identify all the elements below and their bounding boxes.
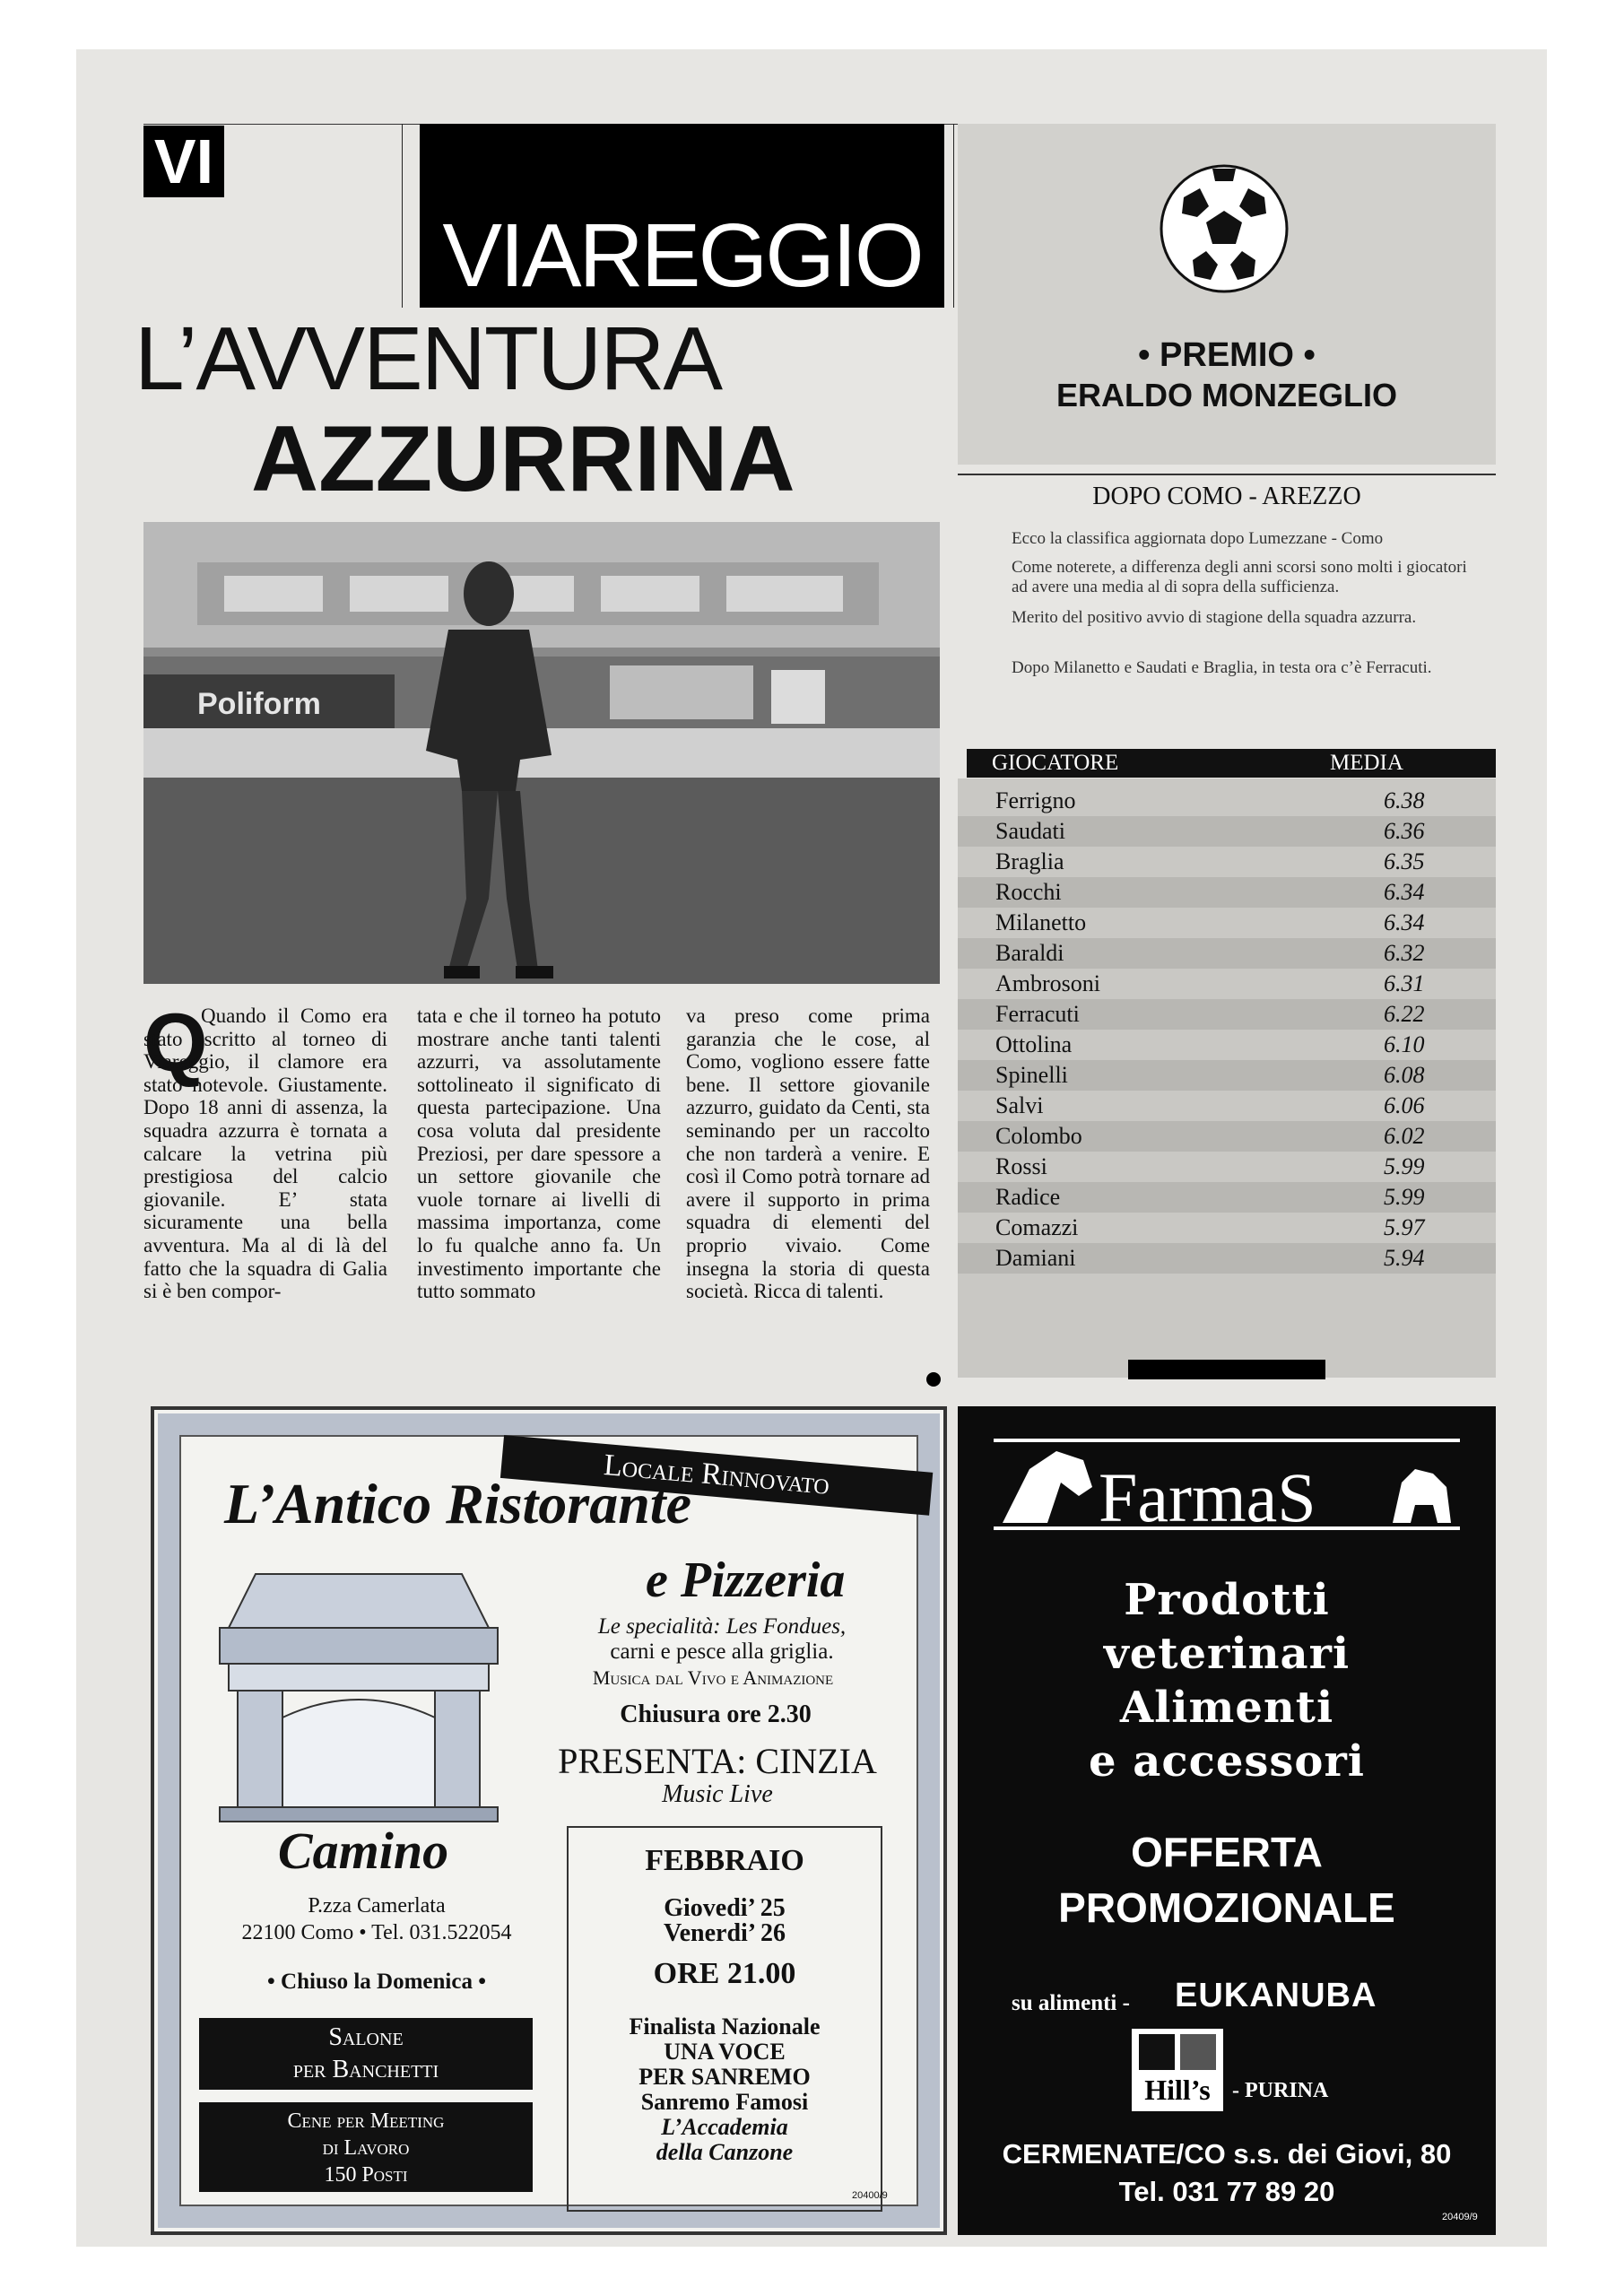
end-bullet [926, 1372, 941, 1387]
player-media: 6.32 [1384, 940, 1425, 966]
page-number: VI [143, 126, 224, 197]
header-divider [402, 124, 403, 308]
article-text: Quando il Como era stato iscritto al torneo di Viareggio, il clamore era stato notevole. Giustamente. Dopo 18 anni di assenza, la squadra azzurra è tornata a calcare la vetrina più prestigiosa del calcio giovanile. E’ stata sicuramente una bella avventura. Ma al di là del fatto che la squadra di Galia si è ben compor- [143, 1004, 387, 1303]
table-row [958, 1060, 1496, 1091]
ranking-table-header [967, 749, 1496, 778]
player-media: 5.97 [1384, 1214, 1425, 1240]
banquet-line: Salone [328, 2023, 404, 2051]
farmas-phone: Tel. 031 77 89 20 [1118, 2176, 1335, 2207]
table-end-bar [1128, 1360, 1325, 1379]
premio-note: Ecco la classifica aggiornata dopo Lumezzane - Como [1012, 529, 1384, 548]
section-title: VIAREGGIO [442, 205, 922, 306]
premio-note: Dopo Milanetto e Saudati e Braglia, in testa ora c’è Ferracuti. [1012, 658, 1432, 677]
specialties: Le specialità: Les Fondues, [597, 1614, 847, 1639]
event-line: della Canzone [656, 2139, 794, 2165]
table-row [958, 847, 1496, 877]
article-column-3 [686, 1004, 930, 1303]
article-column-2 [417, 1004, 661, 1303]
player-media: 6.06 [1384, 1092, 1425, 1118]
event-line: Finalista Nazionale [629, 2013, 821, 2039]
table-row [958, 1182, 1496, 1213]
table-row [958, 938, 1496, 969]
fireplace-illustration [202, 1565, 516, 1825]
player-name: Milanetto [995, 909, 1087, 935]
banquet-hall-box [199, 2018, 533, 2090]
meeting-line: 150 Posti [324, 2163, 408, 2187]
offer-title-line2: PROMOZIONALE [1058, 1884, 1395, 1931]
player-media: 6.22 [1384, 1001, 1425, 1027]
ad-code: 20409/9 [1442, 2212, 1478, 2222]
column-header-player: GIOCATORE [992, 751, 1119, 775]
player-name: Damiani [995, 1245, 1076, 1271]
farmas-address: CERMENATE/CO s.s. dei Giovi, 80 [1002, 2138, 1452, 2170]
ranking-table [958, 778, 1496, 1378]
premio-note: Merito del positivo avvio di stagione della squadra azzurra. [1012, 608, 1417, 627]
table-row [958, 908, 1496, 938]
restaurant-name-line2: e Pizzeria [646, 1552, 846, 1608]
premio-name: ERALDO MONZEGLIO [1056, 377, 1397, 413]
event-line: Sanremo Famosi [640, 2089, 809, 2115]
meeting-dinner-box [199, 2102, 533, 2192]
table-row [958, 816, 1496, 847]
purina-brand: - PURINA [1232, 2079, 1329, 2102]
meeting-line: di Lavoro [322, 2136, 410, 2160]
player-media: 6.38 [1384, 787, 1425, 813]
table-row [958, 969, 1496, 999]
player-media: 5.99 [1384, 1184, 1425, 1210]
player-media: 6.34 [1384, 909, 1425, 935]
player-name: Ferracuti [995, 1001, 1080, 1027]
premio-subtitle: DOPO COMO - AREZZO [1092, 483, 1361, 510]
event-line: UNA VOCE [664, 2039, 786, 2065]
headline-line2: AZZURRINA [251, 407, 795, 511]
premio-note: Come noterete, a differenza degli anni scorsi sono molti i giocatori ad avere una media al di sopra della sufficienza. [1012, 558, 1467, 596]
offer-title: OFFERTA [1131, 1829, 1323, 1875]
player-name: Comazzi [995, 1214, 1079, 1240]
event-line: L’Accademia [661, 2114, 788, 2140]
event-line: PER SANREMO [638, 2064, 811, 2090]
table-row [958, 877, 1496, 908]
closing-time: Chiusura ore 2.30 [620, 1700, 812, 1728]
player-media: 6.10 [1384, 1031, 1425, 1057]
presents-artist: PRESENTA: CINZIA [558, 1741, 877, 1781]
farmas-product-line: e accessori [1089, 1736, 1365, 1787]
farmas-product-line: Prodotti [1124, 1575, 1330, 1625]
table-row [958, 1091, 1496, 1121]
event-date: Giovedi’ 25 [664, 1894, 786, 1922]
farmas-brand: FarmaS [1099, 1458, 1316, 1536]
restaurant-phone: 22100 Como • Tel. 031.522054 [241, 1921, 512, 1944]
player-media: 6.31 [1384, 970, 1425, 996]
offer-prefix: su alimenti - [1012, 1991, 1130, 2015]
table-row [958, 1213, 1496, 1243]
farmas-product-line: veterinari [1103, 1629, 1351, 1679]
ad-ribbon: Locale Rinnovato [500, 1435, 933, 1516]
article-text: va preso come prima garanzia che le cose, al Como, vogliono essere fatte bene. Il settore giovanile azzurro, guidato da Centi, sta seminando per un raccolto che non tarderà a venire. E così il Como potrà tornare ad avere il supporto in prima squadra di elementi del proprio vivaio. Come insegna la storia di questa società. Ricca di talenti. [686, 1004, 930, 1303]
event-time: ORE 21.00 [653, 1957, 796, 1990]
premio-title: • PREMIO • [1138, 336, 1316, 374]
table-row [958, 999, 1496, 1030]
article-photo [143, 522, 940, 984]
farmas-product-line: Alimenti [1119, 1683, 1334, 1733]
player-name: Braglia [995, 848, 1064, 874]
photo-banner-text: Poliform [197, 687, 321, 721]
soccer-ball-icon [1157, 161, 1291, 296]
player-name: Saudati [995, 818, 1065, 844]
event-month: FEBBRAIO [645, 1844, 804, 1877]
headline-line1: L’AVVENTURA [135, 309, 722, 409]
specialties-line2: carni e pesce alla griglia. [610, 1639, 834, 1664]
player-name: Rossi [995, 1153, 1047, 1179]
fireplace-caption: Camino [277, 1822, 449, 1880]
player-media: 5.94 [1384, 1245, 1425, 1271]
player-media: 6.02 [1384, 1123, 1425, 1149]
header-divider [953, 124, 954, 308]
football-player-photo [143, 522, 940, 984]
player-name: Ambrosoni [995, 970, 1100, 996]
premio-rule [958, 474, 1496, 475]
eukanuba-brand: EUKANUBA [1175, 1977, 1377, 2014]
player-name: Ottolina [995, 1031, 1073, 1057]
table-row [958, 1121, 1496, 1152]
player-name: Radice [995, 1184, 1061, 1210]
restaurant-address: P.zza Camerlata [308, 1894, 446, 1918]
player-name: Baraldi [995, 940, 1064, 966]
restaurant-name: L’Antico Ristorante [224, 1472, 691, 1535]
article-column-1 [143, 997, 387, 1303]
hills-brand: Hill’s [1144, 2074, 1211, 2106]
drop-cap: Q [143, 997, 208, 1089]
player-media: 6.08 [1384, 1062, 1425, 1088]
live-music: Musica dal Vivo e Animazione [592, 1666, 834, 1689]
ad-code: 20400/9 [852, 2190, 888, 2201]
player-name: Spinelli [995, 1062, 1068, 1088]
article-text: tata e che il torneo ha potuto mostrare anche tanti talenti azzurri, va assolutamente sottolineato il significato di questa partecipazione. Una cosa voluta dal presidente Preziosi, per dare spessore a un settore giovanile che vuole tornare ai livelli di massima importanza, come lo fu qualche anno fa. Un investimento importante che tutto sommato [417, 1004, 661, 1303]
event-date: Venerdi’ 26 [663, 1919, 786, 1947]
player-media: 6.36 [1384, 818, 1425, 844]
hills-squares-icon [1132, 2029, 1223, 2074]
player-name: Salvi [995, 1092, 1044, 1118]
table-row [958, 1152, 1496, 1182]
meeting-line: Cene per Meeting [287, 2109, 445, 2133]
player-media: 6.35 [1384, 848, 1425, 874]
player-media: 6.34 [1384, 879, 1425, 905]
table-row [958, 1243, 1496, 1274]
player-name: Colombo [995, 1123, 1082, 1149]
table-row [958, 1030, 1496, 1060]
closing-day: • Chiuso la Domenica • [267, 1970, 486, 1994]
music-live: Music Live [662, 1780, 773, 1808]
banquet-line: per Banchetti [292, 2056, 439, 2083]
player-name: Rocchi [995, 879, 1062, 905]
player-media: 5.99 [1384, 1153, 1425, 1179]
fireplace-icon [202, 1565, 516, 1825]
column-header-media: MEDIA [1330, 751, 1403, 775]
table-row [958, 786, 1496, 816]
player-name: Ferrigno [995, 787, 1076, 813]
